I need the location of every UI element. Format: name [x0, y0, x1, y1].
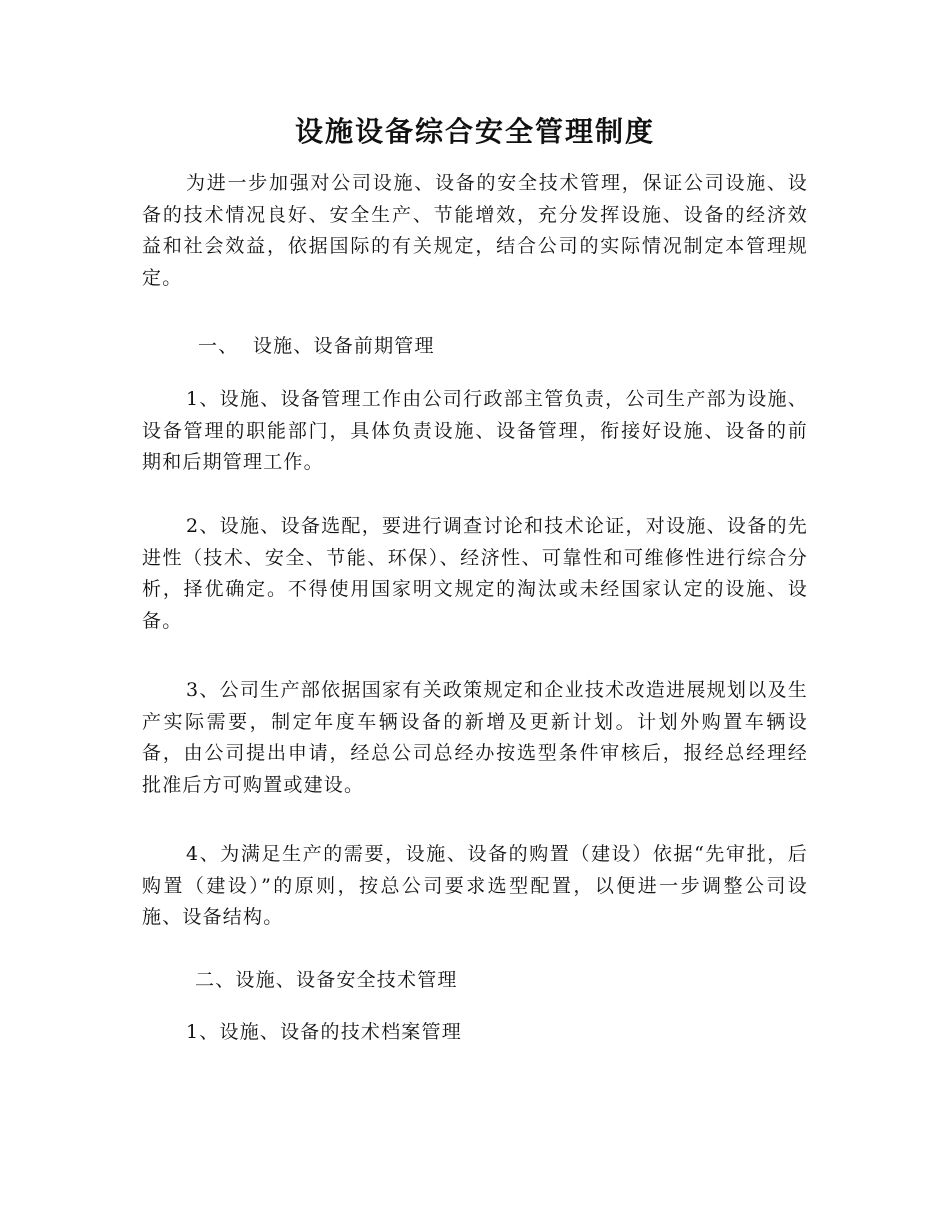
section-1-item-4: 4、为满足生产的需要，设施、设备的购置（建设）依据“先审批，后购置（建设）”的原则，按总公司要求选型配置，以便进一步调整公司设施、设备结构。 — [142, 843, 808, 928]
section-2-heading: 二、设施、设备安全技术管理 — [195, 969, 458, 991]
section-2-subitem-1: 1、设施、设备的技术档案管理 — [186, 1021, 462, 1043]
section-1-number: 一、 — [198, 335, 239, 357]
section-1-title: 设施、设备前期管理 — [252, 335, 435, 357]
section-1-item-2: 2、设施、设备选配，要进行调查讨论和技术论证，对设施、设备的先进性（技术、安全、节能、环保）、经济性、可靠性和可维修性进行综合分析，择优确定。不得使用国家明文规定的淘汰或未经国家认定的设施、设备。 — [142, 515, 808, 632]
document-title: 设施设备综合安全管理制度 — [294, 115, 655, 148]
section-1-item-1: 1、设施、设备管理工作由公司行政部主管负责，公司生产部为设施、设备管理的职能部门，具体负责设施、设备管理，衔接好设施、设备的前期和后期管理工作。 — [142, 388, 808, 473]
section-1-heading — [198, 331, 435, 363]
section-1-item-3: 3、公司生产部依据国家有关政策规定和企业技术改造进展规划以及生产实际需要，制定年度车辆设备的新增及更新计划。计划外购置车辆设备，由公司提出申请，经总公司总经办按选型条件审核后，报经总经理经批准后方可购置或建设。 — [142, 679, 808, 796]
intro-paragraph: 为进一步加强对公司设施、设备的安全技术管理，保证公司设施、设备的技术情况良好、安全生产、节能增效，充分发挥设施、设备的经济效益和社会效益，依据国际的有关规定，结合公司的实际情况制定本管理规定。 — [142, 172, 808, 289]
